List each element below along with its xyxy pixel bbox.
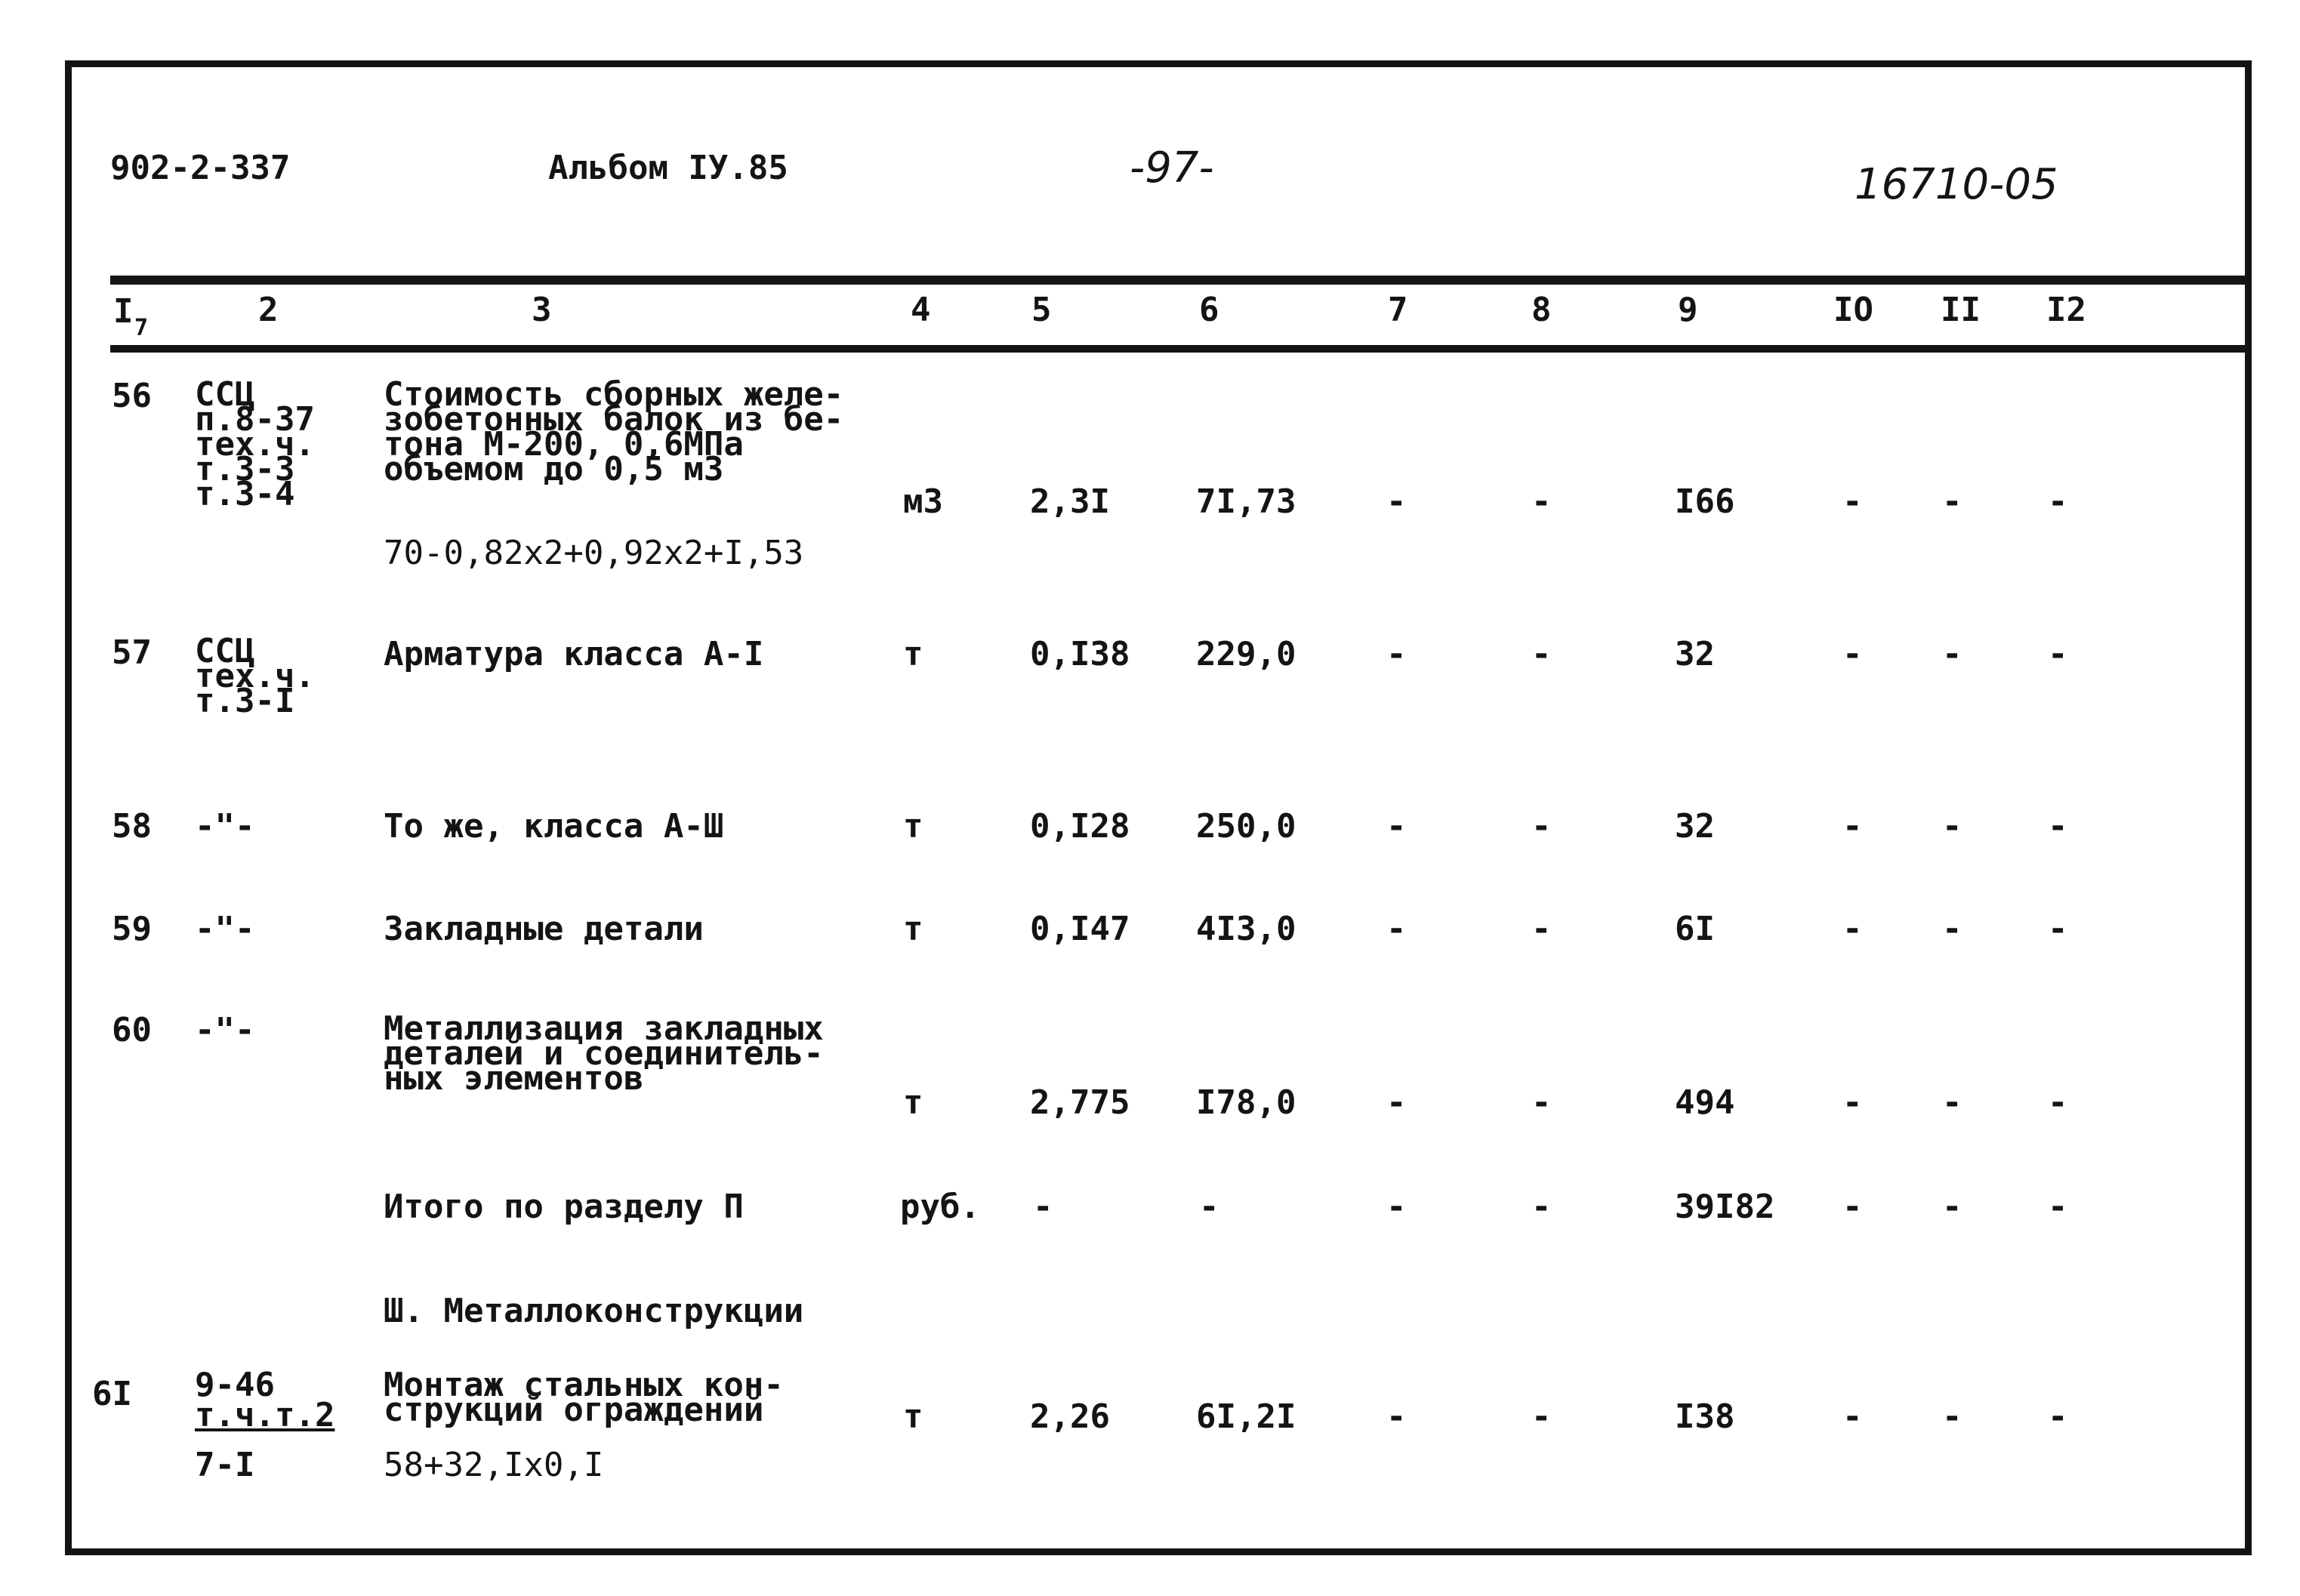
row-58-unit: т — [903, 807, 923, 846]
row-56-price: 7I,73 — [1196, 482, 1296, 521]
section-total-c11: - — [1942, 1188, 1962, 1226]
row-61-c10: - — [1842, 1397, 1863, 1436]
document-code: 902-2-337 — [110, 149, 291, 187]
row-57-c7: - — [1386, 635, 1407, 673]
row-61-desc: Монтаж стальных кон- струкций ограждений — [384, 1366, 784, 1429]
row-60-c7: - — [1386, 1083, 1407, 1122]
row-56-qty: 2,3I — [1030, 482, 1110, 521]
row-58-c8: - — [1531, 807, 1552, 846]
row-59-qty: 0,I47 — [1030, 910, 1130, 948]
row-60-unit: т — [903, 1083, 923, 1122]
row-57-price: 229,0 — [1196, 635, 1296, 673]
section-3-heading: Ш. Металлоконструкции — [384, 1292, 804, 1330]
col-header-7: 7 — [1388, 291, 1408, 329]
page-number: -97- — [1130, 143, 1214, 193]
row-58-price: 250,0 — [1196, 807, 1296, 846]
section-total-desc: Итого по разделу П — [384, 1188, 744, 1226]
row-61-ref-bot: 7-I — [195, 1446, 255, 1484]
row-59-desc: Закладные детали — [384, 910, 704, 948]
row-59-unit: т — [903, 910, 923, 948]
col-header-5: 5 — [1031, 291, 1052, 329]
row-57-c10: - — [1842, 635, 1863, 673]
row-58-total: 32 — [1675, 807, 1715, 846]
row-56-c11: - — [1942, 482, 1962, 521]
row-57-unit: т — [903, 635, 923, 673]
row-57-c12: - — [2048, 635, 2068, 673]
row-58-qty: 0,I28 — [1030, 807, 1130, 846]
row-61-c11: - — [1942, 1397, 1962, 1436]
row-59-c11: - — [1942, 910, 1962, 948]
section-total-c10: - — [1842, 1188, 1863, 1226]
row-58-c12: - — [2048, 807, 2068, 846]
row-57-ref: ССЦ тех.ч. т.3-I — [195, 632, 315, 720]
row-56-num: 56 — [112, 377, 152, 415]
row-56-c8: - — [1531, 482, 1552, 521]
row-58-ref: -"- — [195, 807, 255, 846]
row-61-ref-mid: т.ч.т.2 — [195, 1396, 335, 1434]
col-header-9: 9 — [1678, 291, 1698, 329]
row-59-num: 59 — [112, 910, 152, 948]
row-56-ref: ССЦ п.8-37 тех.ч. т.3-3 т.3-4 — [195, 375, 315, 513]
row-61-ref-top: 9-46 — [195, 1366, 275, 1404]
section-total-price: - — [1199, 1188, 1219, 1226]
row-57-qty: 0,I38 — [1030, 635, 1130, 673]
section-total-c7: - — [1386, 1188, 1407, 1226]
section-total-unit: руб. — [900, 1188, 980, 1226]
row-61-qty: 2,26 — [1030, 1397, 1110, 1436]
row-60-total: 494 — [1675, 1083, 1735, 1122]
row-61-num: 6I — [92, 1375, 132, 1413]
row-60-price: I78,0 — [1196, 1083, 1296, 1122]
row-61-total: I38 — [1675, 1397, 1735, 1436]
row-58-c7: - — [1386, 807, 1407, 846]
row-57-c11: - — [1942, 635, 1962, 673]
col-header-4: 4 — [911, 291, 931, 329]
row-58-c10: - — [1842, 807, 1863, 846]
row-56-unit: м3 — [903, 482, 943, 521]
section-total-c8: - — [1531, 1188, 1552, 1226]
header-rule-top — [110, 276, 2252, 285]
row-56-desc: Стоимость сборных желе- зобетонных балок из бе- тона М-200, 0,6МПа объемом до 0,5 м3 — [384, 375, 844, 488]
row-59-c8: - — [1531, 910, 1552, 948]
row-60-num: 60 — [112, 1011, 152, 1049]
row-61-c12: - — [2048, 1397, 2068, 1436]
sheet-number: 16710-05 — [1854, 160, 2058, 209]
row-60-desc: Металлизация закладных деталей и соединитель- ных элементов — [384, 1009, 824, 1098]
row-61-c8: - — [1531, 1397, 1552, 1436]
col-header-1: I — [113, 292, 134, 331]
col-header-2: 2 — [258, 291, 279, 329]
row-58-c11: - — [1942, 807, 1962, 846]
section-total-qty: - — [1033, 1188, 1053, 1226]
row-59-ref: -"- — [195, 910, 255, 948]
row-57-desc: Арматура класса А-I — [384, 635, 764, 673]
row-60-qty: 2,775 — [1030, 1083, 1130, 1122]
row-59-total: 6I — [1675, 910, 1715, 948]
row-56-c10: - — [1842, 482, 1863, 521]
row-60-c12: - — [2048, 1083, 2068, 1122]
row-60-c10: - — [1842, 1083, 1863, 1122]
row-59-c12: - — [2048, 910, 2068, 948]
row-56-c7: - — [1386, 482, 1407, 521]
album-label: Альбом IУ.85 — [548, 149, 788, 187]
section-total-value: 39I82 — [1675, 1188, 1775, 1226]
col-header-3: 3 — [532, 291, 552, 329]
col-header-6: 6 — [1199, 291, 1219, 329]
col-header-8: 8 — [1531, 291, 1552, 329]
col-header-11: II — [1941, 291, 1981, 329]
row-61-formula: 58+32,Iх0,I — [384, 1446, 604, 1484]
row-61-unit: т — [903, 1397, 923, 1436]
col-header-12: I2 — [2046, 291, 2086, 329]
row-56-c12: - — [2048, 482, 2068, 521]
col-header-1-sub: 7 — [134, 315, 149, 341]
row-58-desc: То же, класса А-Ш — [384, 807, 724, 846]
row-59-c7: - — [1386, 910, 1407, 948]
row-59-price: 4I3,0 — [1196, 910, 1296, 948]
row-56-total: I66 — [1675, 482, 1735, 521]
row-57-c8: - — [1531, 635, 1552, 673]
row-57-num: 57 — [112, 633, 152, 672]
section-total-c12: - — [2048, 1188, 2068, 1226]
row-61-c7: - — [1386, 1397, 1407, 1436]
row-61-price: 6I,2I — [1196, 1397, 1296, 1436]
row-60-ref: -"- — [195, 1011, 255, 1049]
row-58-num: 58 — [112, 807, 152, 846]
row-60-c11: - — [1942, 1083, 1962, 1122]
row-57-total: 32 — [1675, 635, 1715, 673]
col-header-10: IO — [1833, 291, 1873, 329]
row-56-formula: 70-0,82х2+0,92х2+I,53 — [384, 534, 804, 572]
header-rule-bottom — [110, 345, 2252, 353]
row-60-c8: - — [1531, 1083, 1552, 1122]
row-59-c10: - — [1842, 910, 1863, 948]
